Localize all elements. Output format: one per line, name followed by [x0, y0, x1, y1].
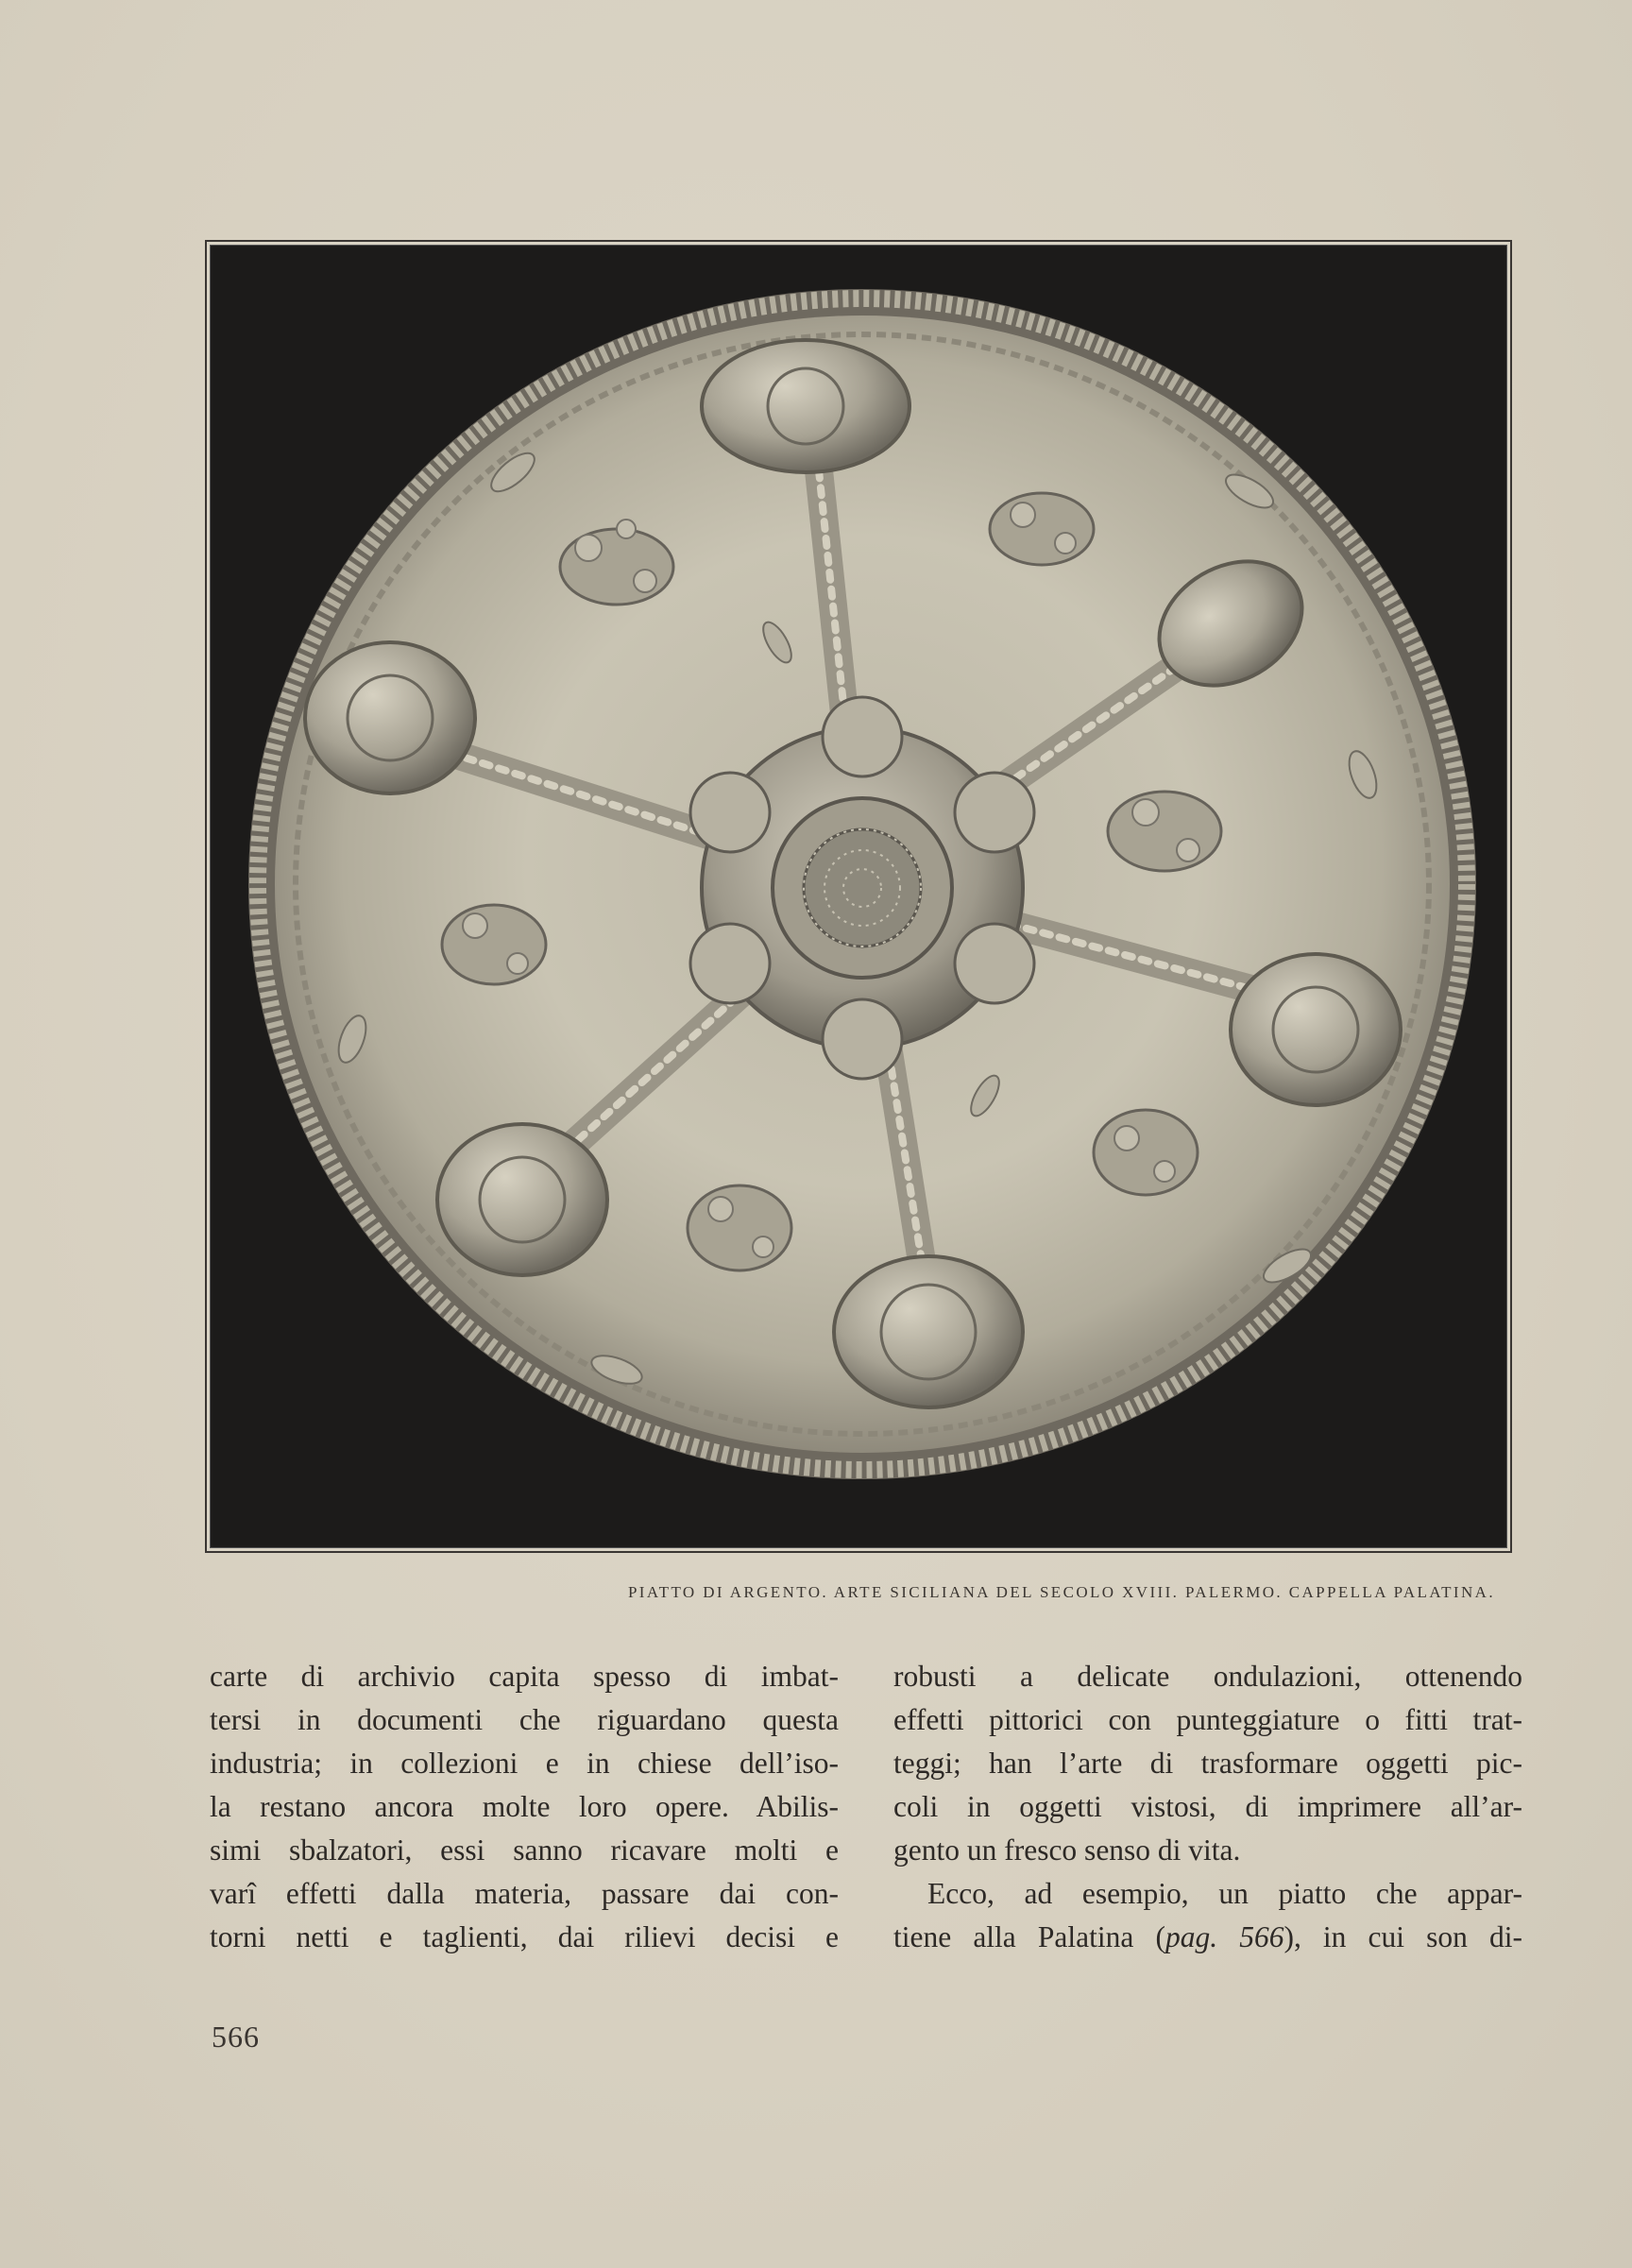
text-line: gento un fresco senso di vita. — [893, 1833, 1241, 1867]
text-column-right — [893, 1655, 1522, 1959]
text-line: tersi in documenti che riguardano questa — [210, 1703, 839, 1736]
silver-dish-relief-icon — [211, 246, 1506, 1547]
text-column-left — [210, 1655, 839, 1959]
photo-frame — [210, 245, 1507, 1548]
text-line: robusti a delicate ondulazioni, ottenendo — [893, 1660, 1522, 1693]
text-line: torni netti e taglienti, dai rilievi decisi e — [210, 1920, 839, 1953]
paragraph-first-line: Ecco, ad esempio, un piatto che appar- — [927, 1877, 1522, 1910]
page-reference: pag. 566 — [1164, 1920, 1284, 1953]
photo-plate — [205, 240, 1512, 1553]
text-segment: tiene alla Palatina ( — [893, 1920, 1165, 1953]
text-segment: ), in cui son di- — [1284, 1920, 1522, 1953]
text-line: carte di archivio capita spesso di imbat- — [210, 1660, 839, 1693]
text-line: effetti pittorici con punteggiature o fitti trat- — [893, 1703, 1522, 1736]
text-line: varî effetti dalla materia, passare dai con- — [210, 1877, 839, 1910]
text-line: simi sbalzatori, essi sanno ricavare molti e — [210, 1833, 839, 1867]
text-line: industria; in collezioni e in chiese dell’iso- — [210, 1747, 839, 1780]
text-line: coli in oggetti vistosi, di imprimere all’ar- — [893, 1790, 1522, 1823]
paragraph-line — [893, 1916, 1522, 1959]
text-line: la restano ancora molte loro opere. Abilis- — [210, 1790, 839, 1823]
image-caption: PIATTO DI ARGENTO. ARTE SICILIANA DEL SECOLO XVIII. PALERMO. CAPPELLA PALATINA. — [627, 1583, 1495, 1601]
page-number: 566 — [212, 2020, 260, 2054]
text-line: teggi; han l’arte di trasformare oggetti pic- — [893, 1747, 1522, 1780]
